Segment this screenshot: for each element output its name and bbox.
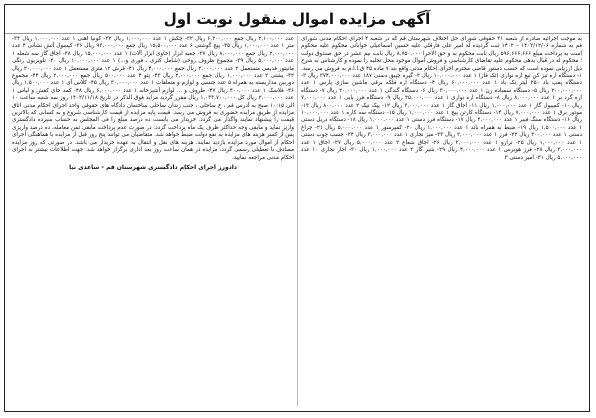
left-column-text: عدد ۲,۱۰۰,۰۰۰ ریال جمع ۶,۳۰۰,۰۰۰ ریال ۳۲- چکش ۱ عدد ۱,۰۰۰,۰۰۰ ریال ۳۳- گونیا آهنی ۱ عدد ۱,۰۰۰,۰۰۰ ریال ۳۴- متر ۱ عدد ۱,۰۰۰,۰۰۰ ریال ۳۵- پیچ گوشتی ۶ عدد ۱۵,۵۰۰,۰۰۰ ریال جمع ۹۳,۰۰۰,۰۰۰ ریال ۳۶- کپسول آتش نشانی ۴ عدد ۲,۰۰۰,۰۰۰ ریال جمع ۸,۰۰۰,۰۰۰ ریال ۳۷- جعبه ابزار (حاوی ابزار آلات) ۱ عدد ۱۵,۰۰۰,۰۰۰ ریال ۳۸- اجاق گاز سه شعله ۱ عدد ۵,۰۰۰,۰۰۰ ریال ۳۹- مجموع ظروف روحی (شامل کتری ، قوری و...) ۱ عدد ۱۰,۰۰۰,۰۰۰ ریال ۴۰- تلویزیون رنگی مانیتور قدیمی مستعمل ۲ عدد ۲,۰۰۰,۰۰۰ ریال جمع ۴,۰۰۰,۰۰۰ ریال ۴۱- فرش ۱۲ متری مستعمل ۱ عدد ۲۰,۰۰۰,۰۰۰ ریال ۴۲- پشتی ۲ عدد ۱,۰۰۰,۰۰۰ ریال جمع ۲,۰۰۰,۰۰۰ ریال ۴۳- پتو ۴ عدد ۵۰۰,۰۰۰ ریال جمع ۲,۰۰۰,۰۰۰ ریال ۴۴- مجموع دوربین مداربسته به همراه ۵ عدد جنسی و لوازم و متعلقات ۱ عدد ۳۰,۰۰۰,۰۰۰ ریال ۴۵- کلاس آی ۱ عدد ۱,۵۰۰,۰۰۰ ریال ۴۶- فلاسک ۱ عدد ۴۰۰,۰۰۰ ریال ۴۷- ظروف و ... لوازم آشپزخانه ۱ عدد ۶,۰۰۰,۰۰۰ ریال ۴۸- کمد جای کفش و لباس ۱ عدد ۲,۰۰۰,۰۰۰ ریال کل ۱,۰۳۳,۷۰۰,۰۰۰ ریال مقرر گردید مزاید فوق الذکر در تاریخ ۱۴۰۲/۱۱/۱۸ روز سه شنبه ساعت ۱۰ الی ۱۰:۱۵ صبح به آدرس قم ، خ ساحلی ، جنب زندان ساحلی ساختمان دادگاه های حقوقی واحد اجرای احکام مدنی اتاق مزایده از طریق مزایده حضوری به فروش می رسد. قیمت پایه مزایده از قیمت کارشناسی شروع و به کسانی که بالاترین قیمت را پیشنهاد نمایند واگذار می گردد. خریدار می بایست ده درصد مبلغ را فی المجلس به حساب سپرده دادگستری واریز نماید و مابقی وجه حداکثر ظرف یک ماه پرداخت گردد. در صورت عدم پرداخت مابقی ثمن معامله، ده درصد واریزی پس از کسر هزینه های مزایده به نفع دولت ضبط خواهد شد. متقاضیان می توانند پنج روز قبل از مزایده با هماهنگی اجرای احکام از اموال مورد مزایده بازدید نمایند. هزینه های نقل و انتقال به عهده خریدار می باشد. در صورتی که روز مزایده مصادف با تعطیلی رسمی گردد، مزایده در همان ساعت روز بعد اداری برگزار خواهد شد. جهت اطلاعات بیشتر به اجرای احکام مدنی مراجعه نمایید. bbox=[12, 36, 295, 161]
right-column-text: به موجب اجرائیه صادره از شعبه ۳۱ حقوقی شورای حل اختلاف شهرستان قم که در شعبه ۴ اجرای احکام مدنی شورای قم به شماره ۱۴۰۲/۱۲/۰۶ – ۱۴۰۲ ثبت گردیده له امیر علی فارقلی علیه حسین اسماعیلی خوابانی محکوم علیه محکوم است به پرداخت مبلغ ۵۹۶,۶۶۶,۶۶۶ ریال بابت محکوم به و حق الاجرا ۸,۷۵۰,۰۰۰ ریال بابت نیم عشر در حق صندوق دولت ؛ محکوم له در قبال بدهی محکوم علیه تقاضای کارشناسی و فروش اموال موجود محل تحلیه را نموده و کارشناس به شرح ذیل ارزیابی نموده است که حسب دستور قاضی محترم اجرای احکام مدنی واقع بند ۷ ماده ۴۵ ق.ا.ا.م به فروش می رسد. ۱- دستگاه اره تیز کن تیغ اره نواری (تک فاز) ۱ عدد ۱۰,۰۰۰,۰۰۰ ریال ۲- گیره چپیق دستی ۱۸۷ عدد ۳۷۴,۰۰۰,۰۰۰ ریال ۳- دستگاه پمپ باد ۲۵۰ لیتر تک باد ۱ عدد ۶۰,۰۰۰,۰۰۰ ریال ۴- دستگاه اره فلکه برقی ماشین سازی پارس ۱ عدد ۲۰۰,۰۰۰,۰۰۰ ریال ۵- دستگاه سمباده زن ۱ عدد ۳۰,۰۰۰,۰۰۰ ریال ۶- دستگاه گندگی ۱ عدد ۲۰,۰۰۰,۰۰۰ ریال ۷- دستگاه اره گرد بر ۱ عدد ۸,۰۰۰,۰۰۰ ریال ۸- دستگاه اره نواری ۱ عدد ۲۵,۰۰۰,۰۰۰ ریال ۹- دستگاه فرز پایی ۱ عدد ۷,۰۰۰,۰۰۰ ریال ۱۰- کمپیول گاز ۱ عدد ۱,۰۰۰,۰۰۰ ریال ۱۱- اجاق گاز ۱ عدد ۳,۰۰۰,۰۰۰ ریال ۱۲- پیک نیک ۲ عدد ۸۰۰,۰۰۰ ریال ۱۳- موتور برق ۱ عدد ۷,۰۰۰,۰۰۰ ریال ۱۴- دستگاه کارتن پیچ ۱ عدد ۱,۰۰۰,۰۰۰ ریال ۱۵- دستگاه سه کاره ۱ عدد ۱۰,۰۰۰,۰۰۰ ریال ۱۶- دستگاه سنگ فیبر ۱ عدد ۴,۰۰۰,۰۰۰ ریال ۱۷- دستگاه فرز دستی ۱ عدد ۱,۰۰۰,۰۰۰ ریال ۱۸- دستگاه دریل دستی ۱ عدد ۱,۵۰۰,۰۰۰ ریال ۱۹- ضبط به همراه باند ۱ عدد ۱,۰۰۰,۰۰۰ ریال ۲۰- کمپرسور ۱ عدد ۵,۰۰۰,۰۰۰ ریال ۲۱- چراغ دستی ۱ عدد ۳۰۰,۰۰۰ ریال ۲۲- فرز ۱ عدد ۲,۰۰۰,۰۰۰ ریال ۲۳- میز نجاری ۱ عدد ۳,۰۰۰,۰۰۰ ریال ۲۴- جسب چوب دستی ۱ عدد ۱,۰۰۰,۰۰۰ ریال ۲۵- ترازو ۱ عدد ۲,۰۰۰,۰۰۰ ریال ۲۶- اجاق شعاع ۲ عدد ۵,۰۰۰,۰۰۰ ریال ۲۷- اجاق ۱ عدد ۳,۰۰۰,۰۰۰ ریال ۲۸- فرز هوبرس ۱ عدد ۴,۰۰۰,۰۰۰ ریال ۲۹- شیر گاز ۲ عدد ۱,۰۰۰,۰۰۰ ریال ۳۰- اجار نجاری ۱۰ عدد ۵,۰۰۰,۰۰۰ ریال ۳۱- امیر دستی ۳ bbox=[301, 36, 583, 161]
notice-title: آگهی مزایده اموال منقول نوبت اول bbox=[5, 5, 589, 34]
notice-body bbox=[5, 34, 589, 408]
right-column bbox=[297, 36, 585, 406]
signature: دادورز اجرای احکام دادگستری شهرستان قم - ساعدی نیا bbox=[69, 163, 237, 171]
left-column bbox=[9, 36, 297, 406]
auction-notice bbox=[4, 4, 590, 412]
